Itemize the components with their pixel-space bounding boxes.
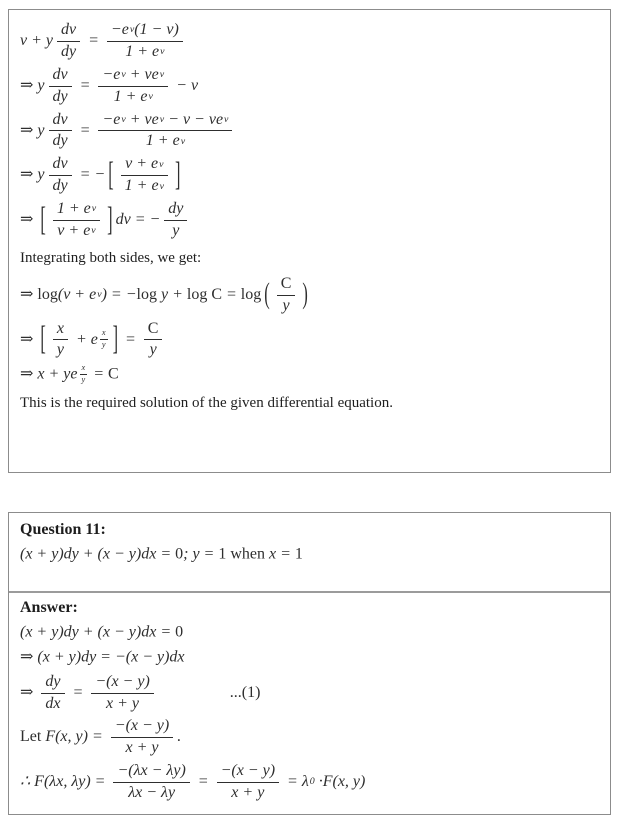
answer-lines — [20, 622, 598, 802]
answer-section — [9, 593, 610, 811]
equation-line: ⇒ [ $\frac{1 + ev}{v + ev}$ ] dv = − $\frac{dy}{y}$ — [20, 200, 598, 240]
text-line: Integrating both sides, we get: — [20, 249, 202, 266]
equation-line: v + y $\frac{dv}{dy}$ = $\frac{-ev(1 - v)}{1 + ev}$ — [20, 21, 598, 61]
equation-line: ⇒ y $\frac{dv}{dy}$ = $\frac{\text{−ev + vev}}{1 + ev}$ − v — [20, 65, 199, 105]
equation-line: ∴ F(λx, λy) = $\frac{-(\lambda x - \lambda y)}{\lambda x - \lambda y}$ = $\frac{-(x - y)}{x + y}$ = λ0 ·F(x, y) — [20, 762, 366, 802]
question-section — [9, 513, 610, 593]
solution-lines — [20, 21, 598, 412]
question-label: Question 11: — [20, 521, 106, 538]
equation-number: ...(1) — [229, 683, 261, 701]
equation-line: ⇒ x + ye $\frac{x}{y}$ = C — [20, 363, 119, 385]
equation-line: ⇒ log(v + ev) = −log y + log C = log ( $\frac{C}{y}$ ) — [20, 274, 308, 314]
equation-line: Let F(x, y) = $\frac{-(x - y)}{x + y}$ . — [20, 717, 182, 757]
equation-line: ⇒ y $\frac{dv}{dy}$ = $\frac{\text{−ev + vev − v − vev}}{1 + ev}$ — [20, 111, 598, 151]
equation-line: ⇒ (x + y)dy = −(x − y)dx — [20, 648, 185, 666]
equation-line: ⇒ $\frac{dy}{dx}$ = $\frac{-(x - y)}{x + y}$ ...(1) — [20, 672, 261, 712]
equation-line: ⇒ [ $\frac{x}{y}$ + e $\frac{x}{y}$ ] = $\frac{C}{y}$ — [20, 320, 598, 360]
equation-line: (x + y)dy + (x − y)dx = 0 — [20, 623, 184, 641]
text-line: This is the required solution of the given differential equation. — [20, 394, 393, 411]
question-math: (x + y)dy + (x − y)dx = 0; y = 1 when x = 1 — [20, 545, 303, 563]
answer-label: Answer: — [20, 599, 78, 616]
equation-line: ⇒ y $\frac{dv}{dy}$ = − [ $\frac{v + ev}{1 + ev}$ ] — [20, 154, 181, 195]
question-box — [8, 512, 611, 815]
solution-box — [8, 9, 611, 473]
